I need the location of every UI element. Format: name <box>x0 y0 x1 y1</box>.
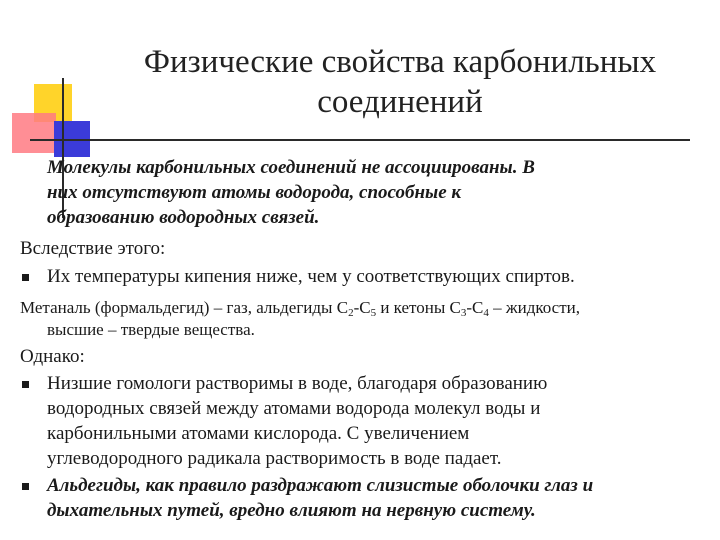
slide-title <box>100 42 700 122</box>
intro-line-1: Молекулы карбонильных соединений не ассоциированы. В <box>47 157 535 178</box>
title-underline <box>30 139 690 141</box>
bullet-marker <box>22 483 29 490</box>
decor-red-square <box>12 113 56 153</box>
state-line-2: высшие – твердые вещества. <box>47 320 255 339</box>
intro-line-2: них отсутствуют атомы водорода, способные к <box>47 182 462 203</box>
bullet-aldehydes-line-2: дыхательных путей, вредно влияют на нервную систему. <box>47 500 536 521</box>
bullet-solubility-line-3: карбонильными атомами кислорода. С увеличением <box>47 423 470 444</box>
title-line-1: Физические свойства карбонильных <box>143 44 657 80</box>
consequence-label: Вследствие этого: <box>20 238 166 259</box>
bullet-solubility-line-2: водородных связей между атомами водорода молекул воды и <box>47 398 541 419</box>
bullet-solubility-line-1: Низшие гомологи растворимы в воде, благодаря образованию <box>47 373 548 394</box>
bullet-aldehydes-line-1: Альдегиды, как правило раздражают слизистые оболочки глаз и <box>47 475 594 496</box>
intro-line-3: образованию водородных связей. <box>47 207 320 228</box>
bullet-solubility-line-4: углеводородного радикала растворимость в воде падает. <box>47 448 502 469</box>
however-label: Однако: <box>20 346 85 367</box>
bullet-marker <box>22 274 29 281</box>
bullet-boiling-point: Их температуры кипения ниже, чем у соответствующих спиртов. <box>47 266 575 287</box>
state-line-1: Метаналь (формальдегид) – газ, альдегиды $С_2-С_5$ и кетоны $С_3-С_4$ – жидкости, <box>20 298 580 319</box>
bullet-marker <box>22 381 29 388</box>
title-line-2: соединений <box>317 84 483 120</box>
